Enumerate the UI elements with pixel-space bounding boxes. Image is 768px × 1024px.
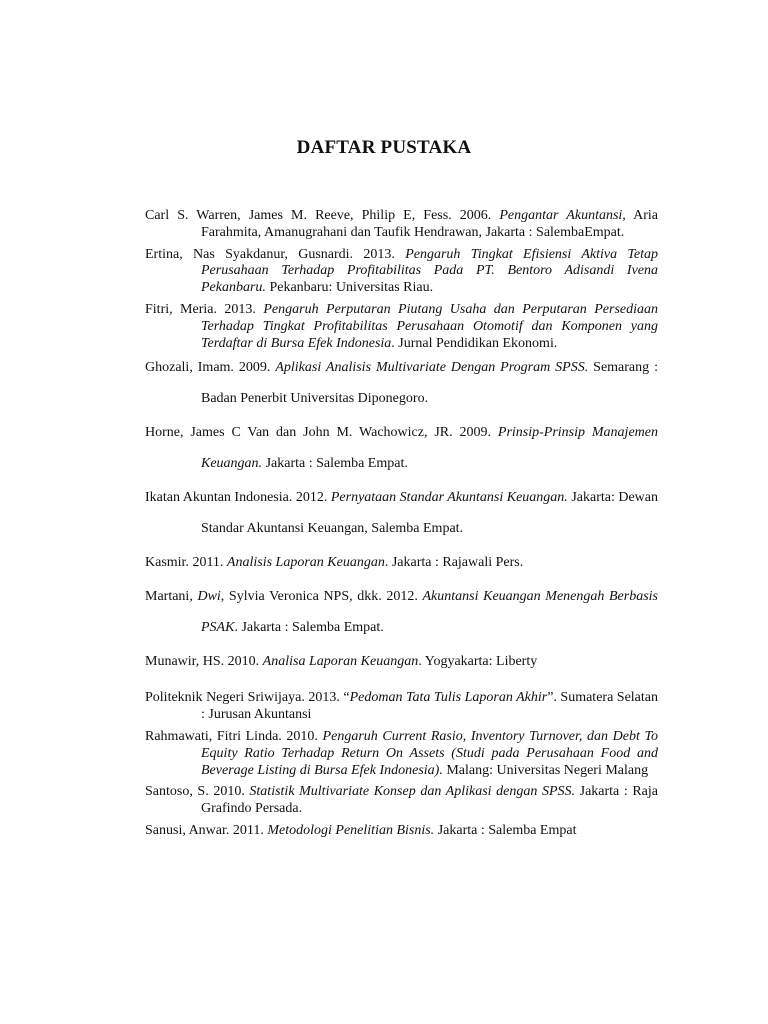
reference-lead: Martani,	[145, 589, 198, 605]
reference-lead: Ertina, Nas Syakdanur, Gusnardi. 2013.	[145, 246, 406, 262]
reference-publisher: . Jakarta : Salemba Empat.	[234, 620, 384, 636]
reference-lead: Munawir, HS. 2010.	[145, 654, 263, 670]
reference-lead: Sanusi, Anwar. 2011.	[145, 822, 268, 838]
reference-title: Akuntansi Keuangan Menengah Berbasis PSAK	[201, 589, 659, 636]
reference-title: Pedoman Tata Tulis Laporan Akhir	[349, 690, 548, 706]
reference-list	[145, 208, 658, 840]
reference-publisher: . Jurnal Pendidikan Ekonomi.	[391, 335, 558, 351]
reference-publisher: ”. Sumatera Selatan : Jurusan Akuntansi	[201, 690, 658, 723]
reference-item-martani	[145, 581, 658, 643]
reference-item-santoso	[145, 784, 658, 818]
reference-item-kasmir	[145, 547, 658, 578]
page-title: DAFTAR PUSTAKA	[296, 137, 472, 158]
reference-publisher: Jakarta: Dewan Standar Akuntansi Keuangan, Salemba Empat.	[201, 490, 658, 537]
reference-item-ertina	[145, 247, 658, 297]
reference-title: Pengantar Akuntansi,	[499, 208, 626, 223]
reference-item-warren	[145, 208, 658, 242]
reference-title: Aplikasi Analisis Multivariate Dengan Program SPSS.	[275, 360, 589, 376]
reference-publisher: Pekanbaru: Universitas Riau.	[265, 280, 434, 296]
reference-item-sanusi	[145, 823, 658, 840]
reference-publisher: Aria Farahmita, Amanugrahani dan Taufik Hendrawan, Jakarta : SalembaEmpat.	[201, 208, 659, 240]
reference-lead: Horne, James C Van dan John M. Wachowicz, JR. 2009.	[145, 425, 498, 441]
reference-lead: Fitri, Meria. 2013.	[145, 301, 264, 317]
reference-lead: Politeknik Negeri Sriwijaya. 2013. “	[145, 690, 350, 706]
reference-title: Pengaruh Current Rasio, Inventory Turnover, dan Debt To Equity Ratio Terhadap Return On Assets (Studi pada Perusahaan Food and Beverage Listing di Bursa Efek Indonesia).	[201, 728, 658, 778]
reference-lead: Carl S. Warren, James M. Reeve, Philip E, Fess. 2006.	[145, 208, 500, 223]
reference-lead: Kasmir. 2011.	[145, 555, 227, 571]
reference-publisher: Jakarta : Salemba Empat.	[262, 456, 408, 472]
reference-lead: Ghozali, Imam. 2009.	[145, 360, 276, 376]
reference-authors-rest: , Sylvia Veronica NPS, dkk. 2012.	[220, 589, 423, 605]
reference-lead: Ikatan Akuntan Indonesia. 2012.	[145, 490, 331, 506]
reference-title: Pengaruh Tingkat Efisiensi Aktiva Tetap Perusahaan Terhadap Profitabilitas Pada PT. Bentoro Adisandi Ivena Pekanbaru.	[201, 246, 658, 296]
reference-title: Analisis Laporan Keuangan	[226, 555, 385, 571]
reference-publisher: Jakarta : Raja Grafindo Persada.	[201, 784, 658, 817]
reference-publisher: Semarang : Badan Penerbit Universitas Diponegoro.	[201, 360, 658, 407]
reference-title: Pengaruh Perputaran Piutang Usaha dan Perputaran Persediaan Terhadap Tingkat Profitabilitas Perusahaan Otomotif dan Komponen yang Terdaftar di Bursa Efek Indonesia	[201, 301, 658, 351]
reference-publisher: Jakarta : Salemba Empat	[434, 822, 577, 838]
reference-lead: Rahmawati, Fitri Linda. 2010.	[145, 728, 323, 744]
reference-publisher: . Yogyakarta: Liberty	[418, 654, 538, 670]
reference-item-rahmawati	[145, 729, 658, 779]
reference-title: Metodologi Penelitian Bisnis.	[267, 822, 435, 838]
reference-publisher: . Jakarta : Rajawali Pers.	[384, 555, 524, 571]
reference-publisher: Malang: Universitas Negeri Malang	[442, 762, 649, 778]
reference-item-iai	[145, 482, 658, 544]
reference-author-italic: Dwi	[197, 589, 221, 605]
reference-item-fitri	[145, 302, 658, 352]
reference-title: Prinsip-Prinsip Manajemen Keuangan.	[201, 425, 658, 472]
reference-title: Pernyataan Standar Akuntansi Keuangan.	[330, 490, 568, 506]
reference-title: Analisa Laporan Keuangan	[262, 654, 419, 670]
reference-item-ghozali	[145, 352, 658, 414]
reference-item-munawir	[145, 646, 658, 677]
reference-item-horne	[145, 417, 658, 479]
reference-item-polsri	[145, 690, 658, 724]
reference-title: Statistik Multivariate Konsep dan Aplikasi dengan SPSS.	[249, 784, 576, 800]
reference-lead: Santoso, S. 2010.	[145, 784, 250, 800]
